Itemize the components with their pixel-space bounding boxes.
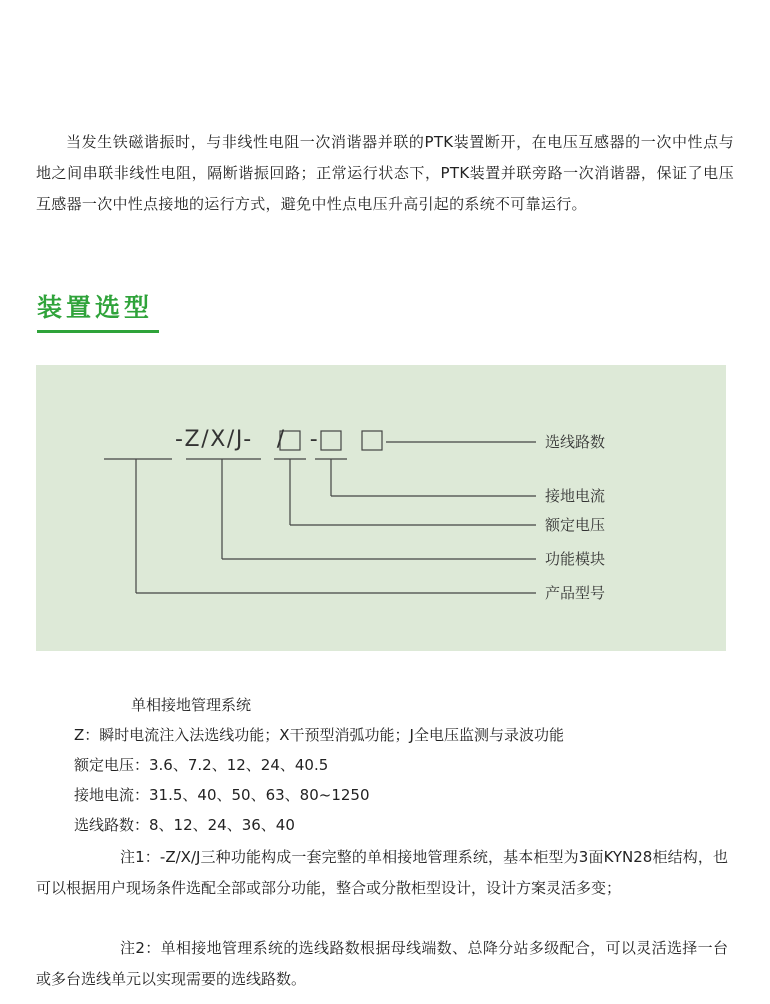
spec-item-ground-current: 接地电流：31.5、40、50、63、80~1250: [74, 786, 370, 804]
model-code-prefix: -Z/X/J-: [175, 427, 253, 452]
spec-item-route-count: 选线路数：8、12、24、36、40: [74, 816, 295, 834]
section-title-underline: [37, 330, 159, 333]
spec-heading: 单相接地管理系统: [131, 696, 252, 714]
legend-label-product-model: 产品型号: [545, 584, 606, 602]
note-2: 注2：单相接地管理系统的选线路数根据母线端数、总降分站多级配合，可以灵活选择一台或多台选线单元以实现需要的选线路数。: [36, 939, 728, 988]
model-code-dash: -: [309, 427, 320, 452]
spec-item-functions: Z：瞬时电流注入法选线功能；X干预型消弧功能；J全电压监测与录波功能: [74, 726, 564, 744]
spec-item-rated-voltage: 额定电压：3.6、7.2、12、24、40.5: [74, 756, 329, 774]
legend-label-rated-voltage: 额定电压: [545, 516, 606, 534]
placeholder-box-2: [321, 431, 341, 450]
legend-label-function-module: 功能模块: [545, 550, 606, 568]
legend-label-ground-current: 接地电流: [545, 487, 606, 505]
note-1: 注1：-Z/X/J三种功能构成一套完整的单相接地管理系统，基本柜型为3面KYN28柜结构，也可以根据用户现场条件选配全部或部分功能，整合或分散柜型设计，设计方案灵活多变；: [36, 848, 728, 897]
placeholder-box-3: [362, 431, 382, 450]
section-title: 装置选型: [37, 293, 154, 322]
legend-label-route-count: 选线路数: [545, 433, 606, 451]
model-code-diagram: [36, 365, 726, 651]
model-code-diagram-lines: [36, 365, 726, 651]
intro-paragraph: 当发生铁磁谐振时，与非线性电阻一次消谐器并联的PTK装置断开，在电压互感器的一次中性点与地之间串联非线性电阻，隔断谐振回路；正常运行状态下，PTK装置并联旁路一次消谐器，保证了电压互感器一次中性点接地的运行方式，避免中性点电压升高引起的系统不可靠运行。: [36, 133, 734, 213]
model-code-text: [175, 425, 319, 455]
spec-list: [74, 690, 564, 840]
model-code-slash: /: [276, 427, 286, 452]
